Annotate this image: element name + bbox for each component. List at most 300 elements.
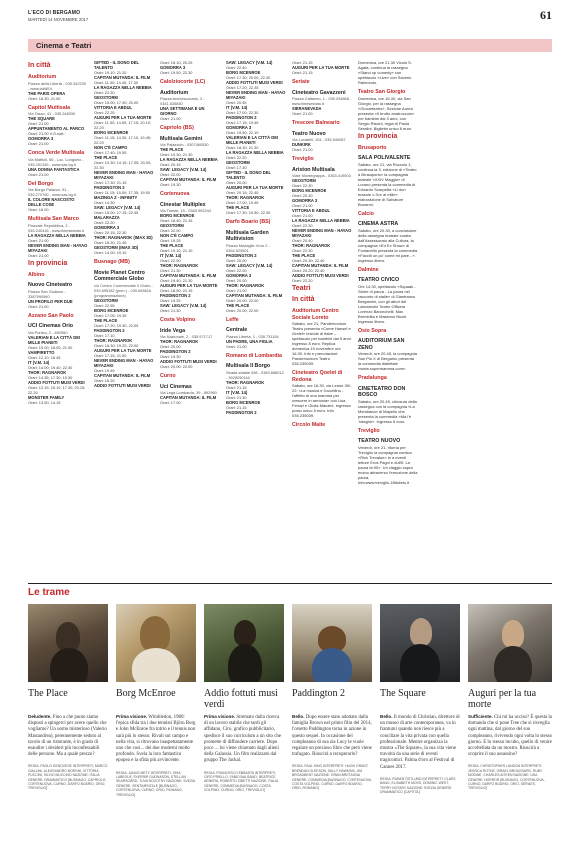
venue-address: Piazza San Giuliano - 3387990560	[28, 288, 66, 299]
cinema-name: Auditorium	[160, 89, 189, 96]
venue-address: Via Portico, 2 - 892960	[28, 329, 68, 335]
film-title: UN PADRE, UNA FIGLIA	[226, 338, 273, 344]
film-title: GIFTED - IL DONO DEL TALENTO	[94, 60, 139, 70]
showtimes: Orari: 20.30	[292, 193, 313, 198]
showtimes: Orari: 21.00	[226, 343, 247, 349]
film-title: SAW: LEGACY (V.M. 14)	[94, 205, 141, 210]
review-rating: Prima visione.	[116, 714, 148, 719]
venue-name: Teatro San Giorgio	[358, 89, 406, 95]
showtimes: Orari: 17.00	[160, 400, 181, 405]
review-text: Bello. Il mondo di Christian, direttore di un museo di arte contemporanea, va in frantumi quando non riesce più a conciliare la vita privata con quella professionale. Mentre organizza la mostra «The Square», la sua vita viene travolta da una serie di eventi tragicomici. Palma d'oro al Festival di Cannes 2017.	[380, 714, 460, 770]
venue-address: Via Trieste, 15 - 0363.992244	[160, 208, 211, 213]
cinema-name: CINEMA ASTRA	[358, 221, 399, 227]
showtimes: Orari: 11.15; 14.30; 17.10; 19.45; 22.20	[94, 135, 152, 145]
film-title: DUNKIRK	[292, 142, 311, 147]
film-title: NEVER ENDING MAN - HAYAO MIYAZAKI	[28, 242, 88, 253]
event-description: Sabato, ore 21, via Roccolo 1, continua la 3. edizione di «Teatro a Brusaporto» la compagnia teatrale «XXIV Maggio» di Lurano presenta la commedia di Edoardo Scarpetta «Li don brasole o l'ìre ai mille» elaborazione di Salvatore Bonanni.	[358, 161, 417, 207]
film-title: THOR: RAGNAROK	[226, 282, 265, 288]
showtimes: Orari: 22.20	[94, 220, 115, 225]
listings	[28, 60, 552, 560]
film-title: SAW: LEGACY (V.M. 14)	[226, 262, 273, 268]
review-title: Auguri per la tua morte	[468, 688, 537, 710]
venue-address: Viale Montegrappa - 0363.419503	[292, 173, 351, 178]
review-credits: REGIA: RUBEN ÖSTLUND INTERPRETI: CLAES BANG, ELISABETH MOSS, DOMINIC WEST, TERRY NOTARY NAZIONE: SVEZIA GENERE: DRAMMATICO [CAPITOL]	[380, 776, 456, 795]
showtimes: Orari: 19.30	[160, 182, 181, 187]
film-title: ADDIO FOTTUTI MUSI VERDI	[292, 273, 349, 278]
place-name: Capriolo (BS)	[160, 125, 194, 131]
film-still-image	[204, 604, 284, 682]
film-title: THOR: RAGNAROK	[94, 337, 133, 343]
film-title: THOR: RAGNAROK	[160, 263, 199, 268]
showtimes: Orari: 16.20	[94, 377, 115, 383]
showtimes: Orari: 20.15	[160, 162, 181, 167]
film-title: AUGURI PER LA TUA MORTE	[226, 185, 284, 190]
place-name: Brusaporto	[358, 144, 387, 151]
showtimes: Orari: 21.30	[226, 394, 247, 400]
film-title: MALARAZZA	[94, 215, 120, 220]
place-name: Pradalunga	[358, 375, 387, 381]
film-title: NEVER ENDING MAN - HAYAO MIYAZAKI	[226, 90, 286, 100]
place-name: Calcio	[358, 210, 374, 217]
film-title: UN PROFILO PER DUE	[28, 298, 73, 304]
place-name: Dalmine	[358, 266, 379, 273]
showtimes: Orari: 21.00	[292, 213, 313, 218]
film-title: IT (V.M. 14)	[160, 253, 182, 258]
showtimes: Orari: 19.30; 21.30	[160, 152, 193, 157]
showtimes: Orari: 21.00	[28, 141, 49, 146]
film-title: THE PLACE	[226, 302, 250, 308]
film-title: NON C'È CAMPO	[94, 145, 128, 150]
review-item	[468, 604, 552, 844]
film-still-image	[468, 604, 552, 682]
review-credits: REGIA: CHRISTOPHER LANDON INTERPRETI: JESSICA ROTHE, ISRAEL BROUSSARD, RUBY MODINE, CHARLES AITKEN NAZIONE: USA GENERE: HORROR [BUSNAGO, CORTENUOVA, CURNO, DARFO BOARIO, ORIO, SERIATE, TREVIGLIO]	[468, 764, 545, 791]
place-name: Cortenuova	[160, 191, 190, 197]
venue-address: c/o Centro Commerciale Il Globo - 039.695182 (pren.) - 039.695616 (programmazione)	[94, 282, 153, 298]
film-title: CAPITAN MUTANDA: IL FILM	[160, 273, 217, 278]
showtimes: Orari: 22.20	[292, 278, 313, 283]
film-title: CAPITAN MUTANDA: IL FILM	[226, 292, 283, 298]
showtimes: Orari: 20.40	[292, 238, 313, 243]
cinema-name: Ariston Multisala	[292, 166, 335, 173]
showtimes: Orari: 14.30	[94, 200, 115, 205]
film-title: THE PLACE	[226, 205, 250, 210]
place-name: Curno	[160, 373, 176, 379]
film-title: GEOSTORM	[226, 160, 250, 165]
review-credits: REGIA: PAUL KING INTERPRETI: HUGH GRANT, BRENDAN GLEESON, SALLY HAWKINS, JIM BROADBENT NAZIONE: GRAN BRETAGNA GENERE: COMMEDIA [BUSNAGO, CORTENUOVA, COSTA VOLPINO, CURNO, DARFO BOARIO, ORIO, ROMANO]	[292, 764, 372, 791]
event-description: Domenica, ore 21.30 Vicolo S. Agata, continua la rassegna «Stand up comedy» con spettacolo «Live» con Saverio Raimondo.	[358, 60, 412, 85]
page-header	[28, 8, 552, 28]
cinema-name: Nuovo Cineteatro	[28, 282, 73, 288]
showtimes: Orari: 19.30	[160, 354, 181, 359]
showtimes: Orari: 21.00	[292, 147, 313, 152]
film-title: GEOSTORM (IMAX 3D)	[94, 245, 139, 250]
place-name: Costa Volpino	[160, 317, 196, 323]
section-title: Cinema e Teatri	[36, 41, 92, 50]
film-title: GOMORRA 3	[226, 125, 252, 130]
film-title: CAPITAN MUTANDA: IL FILM	[160, 177, 217, 182]
review-rating: Sufficiente.	[468, 714, 493, 719]
showtimes: Orari: 21.00	[28, 121, 49, 126]
review-rating: Deludente.	[28, 714, 52, 719]
showtimes: Orari: 21.00	[28, 237, 49, 243]
showtimes: Orari: 20.00	[226, 257, 247, 263]
place-name: Azzano San Paolo	[28, 312, 74, 319]
film-title: CAPITAN MUTANDA: IL FILM	[94, 372, 151, 378]
venue-name: Auditorium Centro Sociale Loreto	[292, 308, 339, 321]
showtimes: Orari: 18.10; 20.25	[160, 60, 193, 65]
film-still-image	[28, 604, 108, 682]
showtimes: Orari: 15.00; 17.30; 20.00	[94, 100, 139, 105]
review-text: Prima visione. Stremato dalla ricerca di un lavoro stabile che tardi gli affidano, Ciro, grafico pubblicitario, spedisce il suo curriculum a un sito che promette di diffondere carriere. Dopo poco ... lui viene chiamato dagli alieni della Galassia. Un film realizzato dal gruppo The Jackal.	[204, 714, 282, 764]
film-title: SAW: LEGACY (V.M. 14)	[160, 303, 207, 308]
film-title: PADDINGTON 2	[160, 293, 191, 298]
section-bar	[28, 39, 552, 52]
showtimes: Orari: 21.00	[28, 252, 49, 258]
film-title: CAPITAN MUTANDA: IL FILM	[292, 263, 349, 268]
publication-name: L'ECO DI BERGAMO	[28, 10, 81, 16]
venue-name: Del Borgo	[28, 180, 54, 187]
venue-name: Circolo Maite	[292, 422, 326, 428]
review-text: Sufficiente. Chi mi ha ucciso? È questa la domanda che si pone Tree che si risveglia ogni mattina, dal giorno del suo compleanno, rivivendo ogni volta lo stesso giorno. E lo stesso incubo, quello di venire accoltellata da un mostro. Riuscirà a scoprire il suo assassino?	[468, 714, 552, 758]
showtimes: Orari: 20.00	[226, 180, 247, 185]
cinema-name: Movie Planet Centro Commerciale Globo	[94, 269, 145, 282]
cinema-name: SALA POLIVALENTE	[358, 155, 411, 161]
showtimes: Orari: 20.15; 22.30	[94, 230, 127, 235]
showtimes: Orari: 22.30	[292, 183, 313, 188]
showtimes: Orari: 17.30; 19.50; 22.30	[226, 210, 271, 215]
film-title: AUGURI PER LA TUA MORTE	[292, 65, 350, 70]
film-title: CAPITAN MUTANDA: IL FILM	[160, 395, 217, 400]
venue-address: Strada statale 498 - 0363.688012 - 3928250116	[226, 369, 284, 380]
listing-column	[160, 60, 220, 560]
review-rating: Bello.	[380, 714, 393, 719]
venue-address: Via Palazzolo - 0307460530	[160, 142, 209, 147]
film-title: IT (V.M. 14)	[226, 105, 248, 110]
showtimes: Orari: 20.00; 22.00	[160, 364, 193, 369]
listing-column	[490, 60, 552, 560]
showtimes: Orari: 21.30	[160, 268, 181, 273]
showtimes: Orari: 22.00	[160, 172, 181, 177]
showtimes: Orari: 19.40; 21.30	[160, 278, 193, 283]
showtimes: Orari: 22.30	[292, 223, 313, 228]
venue-address: Piazza Medaglie d'oro 2 - 0364.529501	[226, 242, 270, 253]
place-name: Darfo Boario (BS)	[226, 219, 271, 225]
film-title: VITTORIA E ABDUL	[292, 208, 331, 213]
place-name: Romano di Lombardia	[226, 352, 282, 359]
showtimes: Orari: 20.30; 22.40	[292, 258, 325, 263]
showtimes: Orari: 21.00	[160, 116, 181, 121]
place-name: Busnago (MB)	[94, 259, 130, 265]
showtimes: Orari: 14.00; 19.40; 22.40	[28, 364, 73, 370]
showtimes: Orari: 11.50; 14.50; 17.15; 20.10; 22.20	[94, 120, 152, 130]
film-title: LA RAGAZZA NELLA NEBBIA	[292, 218, 350, 223]
showtimes: Orari: 18.30; 21.00	[28, 95, 61, 101]
showtimes: Orari: 20.00	[226, 277, 247, 283]
film-title: THE SQUARE	[28, 116, 55, 121]
place-name: Treviglio	[292, 156, 314, 162]
showtimes: Orari: 19.50; 22.10	[226, 130, 259, 135]
film-title: GEOSTORM	[160, 223, 184, 228]
film-title: ADDIO FOTTUTI MUSI VERDI	[160, 359, 217, 364]
listing-column	[226, 60, 286, 560]
review-title: Addio fottuti musi verdi	[204, 688, 278, 710]
film-title: THE PLACE	[94, 155, 118, 160]
trame-title: Le trame	[28, 587, 70, 598]
showtimes: Orari: 16.30; 21.45	[94, 240, 127, 245]
place-name: Osio Sopra	[358, 327, 387, 334]
film-title: IT (V.M. 14)	[28, 359, 50, 365]
film-title: BORG MCENROE	[160, 213, 195, 218]
film-title: BORG MCENROE	[94, 130, 129, 135]
showtimes: Orari: 19.10; 21.20	[94, 70, 127, 75]
showtimes: Orari: 22.30	[94, 90, 115, 95]
showtimes: Orari: 14.35; 17.30; 19.30	[28, 374, 73, 380]
showtimes: Orari: 14.00; 19.10	[94, 250, 127, 255]
showtimes: Orari: 21.15	[292, 60, 313, 65]
venue-address: Via Borgo Palazzo, 51 - 035.270760 - www.sas.bg.it	[28, 187, 76, 197]
cinema-name: Iride Vega	[160, 327, 186, 334]
film-title: ADDIO FOTTUTI MUSI VERDI	[28, 379, 85, 385]
cinema-name: Multisala Il Borgo	[226, 363, 271, 369]
event-description: Venerdì, ore 20.45, la compagnia San Pio X di Bergamo presenta la commedia dialettale «www.supermamma.com».	[358, 351, 417, 371]
cinema-name: UCI Cinemas Orio	[28, 323, 74, 329]
showtimes: Orari: 17.15; 21.50	[94, 352, 127, 358]
review-credits: REGIA: JANUS METZ INTERPRETI: SHIA LABEOUF, SVERRIR GUDNASON, STELLAN SKARSGÅRD, TUVA NOVOTNY NAZIONE: SVEZIA GENERE: SENTIMENTALE [BUSNAGO, CORTENUOVA, CURNO, ORIO, ROMANO, TREVIGLIO]	[116, 770, 196, 797]
venue-address: Via Nazionale, 2 - 035.971717	[160, 334, 213, 339]
showtimes: Orari: 21.00	[28, 303, 49, 309]
cinema-name: Multisala Gemini	[160, 135, 203, 142]
review-title: Borg McEnroe	[116, 688, 176, 699]
review-text: Deludente. Fino a che punto siamo disposti a spingerci per avere quello che vogliamo? Un uomo misterioso (Valerio Mastandrea), perennemente seduto al tavolo di un ristorante, è in grado di esaudire i desideri più inconfessabili delle persone. Ma a quale prezzo?	[28, 714, 107, 758]
event-description: Ore 14.30, spettacolo «Squaak - Storie di paura - La paura nel racconto di stalle» di Gianfranco Bergamini, con gli attori del Laboratorio Teatro Officina Lorenzo Baronchelli. Max Brembilla e Massimo Nicoli. Ingresso libero.	[358, 283, 416, 324]
film-title: LA RAGAZZA NELLA NEBBIA	[94, 85, 152, 90]
showtimes: Orari: 17.00; 19.45	[226, 200, 259, 205]
place-name: Trescore Balneario	[292, 120, 340, 126]
film-title: THOR: RAGNAROK	[226, 379, 265, 385]
review-item	[292, 604, 372, 844]
review-rating: Prima visione.	[204, 714, 236, 719]
film-title: THE PLACE	[94, 317, 118, 323]
reviews	[28, 604, 552, 844]
showtimes: Orari: 22.00	[160, 258, 181, 263]
film-still-image	[380, 604, 460, 682]
venue-name: Auditorium	[28, 74, 57, 80]
showtimes: Orari: 19.10; 21.10	[160, 248, 193, 253]
listing-column	[358, 60, 418, 560]
film-title: GEOSTORM	[94, 297, 118, 303]
film-title: IT (V.M. 14)	[226, 389, 248, 395]
film-title: LA RAGAZZA NELLA NEBBIA	[28, 232, 86, 238]
film-title: NEVER ENDING MAN - HAYAO MIYAZAKI	[292, 228, 352, 238]
film-title: PADDINGTON 2	[94, 327, 125, 333]
venue-name: Capitol Multisala	[28, 104, 71, 111]
showtimes: Orari: 20.20; 22.40	[292, 268, 325, 273]
review-text: Prima visione. Wimbledon, 1980: l'epica sfida tra i due tennisti Björn Borg e John McEnroe fra intrio e il tennis non sarà più lo stesso. Rivali sul campo e nella vita, si ritrovano inaspettatamente uno che cosi... dei due moderni molto profondo. Svela la loro fantastica epopea e la sfida più avvincente.	[116, 714, 196, 764]
showtimes: Orari: 22.40	[226, 65, 247, 70]
venue-address: Via Lega Lombarda, 39 - 892960	[160, 390, 217, 395]
film-title: UNA DONNA FANTASTICA	[28, 166, 80, 172]
showtimes: Orari: 12.10; 16.45	[28, 354, 61, 360]
listing-heading: In provincia	[28, 259, 68, 267]
venue-address: Via Locatelli, 104 - 035.940087	[292, 137, 346, 142]
venue-name: Multisala San Marco	[28, 216, 79, 222]
showtimes: Orari: 11.15; 15.00; 17.35; 19.50	[94, 190, 150, 195]
cinema-name: TEATRO NUOVO	[358, 438, 401, 444]
film-title: NEVER ENDING MAN - HAYAO MIYAZAKI	[94, 357, 154, 368]
showtimes: Orari: 17.30; 21.15	[94, 180, 127, 185]
cinema-name: CINETEATRO DON BOSCO	[358, 385, 406, 398]
showtimes: Orari: 17.10	[94, 332, 115, 338]
showtimes: Orari: 18.50; 21.15	[160, 288, 193, 293]
showtimes: Orari: 19.25	[160, 298, 181, 303]
event-description: Sabato, ore 16.30, via Leone XIII, 22: «La musica e l'uccellino - l'affetto di una mamma per crescere in armonia» con Lisa Ferrari e Giulia Manzini. Ingresso posto unico 5 euro. Info 035.235039.	[292, 383, 352, 418]
showtimes: Orari: 11.30; 14.40; 17.30	[94, 80, 139, 85]
film-title: AUGURI PER LA TUA MORTE	[160, 283, 218, 288]
film-title: BORG MCENROE	[94, 307, 129, 313]
film-title: VAMPIRETTO	[28, 349, 55, 355]
showtimes: Orari: 17.05; 19.35	[94, 312, 127, 318]
film-title: UNA SETTIMANA E UN GIORNO	[160, 106, 205, 116]
venue-address: Piazza della Libertà - 035.342239 - www.lab80.it	[28, 80, 86, 91]
review-title: The Square	[380, 688, 426, 699]
venue-address: Via Tasso, 41 - 035.248330	[28, 111, 76, 116]
showtimes: Orari: 22.25	[94, 110, 115, 115]
showtimes: Orari: 20.15; 22.45	[226, 190, 259, 195]
review-title: Paddington 2	[292, 688, 346, 699]
publication-date: MARTEDÌ 14 NOVEMBRE 2017	[28, 17, 89, 22]
review-item	[380, 604, 460, 844]
film-title: LA RAGAZZA NELLA NEBBIA	[226, 150, 284, 155]
showtimes: Orari: 19.50; 22.30	[160, 70, 193, 75]
review-credits: REGIA: FRANCESCO EBBASTA INTERPRETI: CIRO PRIELLO, FABIO BALSAMO, BEATRICE ARNERA, ROBERTO ZIBETTI NAZIONE: ITALIA GENERE: COMMEDIA [BUSNAGO, COSTA VOLPINO, CURNO, ORIO, TREVIGLIO]	[204, 770, 279, 793]
film-title: GIFTED - IL DONO DEL TALENTO	[226, 170, 271, 180]
film-title: THE PLACE	[160, 147, 184, 152]
film-title: THE PLACE	[160, 243, 184, 248]
showtimes: Orari: 19.25	[160, 238, 181, 243]
film-title: ADDIO FOTTUTI MUSI VERDI	[226, 80, 283, 85]
film-title: GOMORRA 3	[292, 198, 318, 203]
showtimes: Orari: 19.45	[94, 367, 115, 373]
film-title: THE PLACE	[292, 253, 316, 258]
showtimes: Orari: 20.00; 22.00	[226, 297, 259, 303]
film-title: SAW: LEGACY (V.M. 14)	[160, 167, 207, 172]
place-name: Calolziocorte (LC)	[160, 79, 206, 85]
film-title: PADDINGTON 2	[226, 409, 257, 415]
showtimes: Orari: 21.15	[292, 70, 313, 75]
showtimes: Orari: 22.55	[94, 302, 115, 308]
cinema-name: Teatro Nuovo	[292, 130, 326, 137]
review-item	[28, 604, 108, 844]
film-title: GOMORRA 3	[94, 225, 120, 230]
film-title: SIERANEVADA	[292, 106, 322, 111]
film-title: GOMORRA 3	[28, 136, 54, 141]
listing-heading: Teatri	[292, 285, 311, 292]
section-divider	[28, 583, 552, 584]
film-title: BORG MCENROE	[226, 70, 261, 75]
review-title: The Place	[28, 688, 68, 699]
listing-column	[28, 60, 88, 560]
event-description: Domenica, ore 16.30, via San Giorgio, per la rassegna «Giocarteatro», Sezione Aurea presenta «Il brutto anatroccolo» per bambini dai 3 anni, con Sergio Riscini, regia di Paola Serafini. Biglietto unico 6 euro.	[358, 95, 415, 131]
listing-heading: In città	[292, 296, 315, 303]
review-item	[204, 604, 284, 844]
venue-address: Piazza Cattaneo, 1 - 035.294868 - www.ilmesestato.it	[292, 96, 352, 106]
showtimes: Orari: 12.15; 15.10; 17.30; 20.15; 22.30	[28, 384, 86, 395]
film-title: GOMORRA 3	[160, 65, 186, 70]
event-description: Sabato, ore 20.30, a conclusione della rassegna teatrale curata dall'Assessorato alla Cultura, la compagnia «Ed Ex Show» di Fontanella presenta la commedia «Facciti un po' come mi pare...». Ingresso libero.	[358, 227, 418, 263]
showtimes: Orari: 10.30; 14.15; 17.05; 20.00; 22.30	[94, 160, 152, 170]
film-title: VALERIAN E LA CITTÀ DEI MILLE PIANETI	[28, 334, 81, 345]
showtimes: Orari: 22.20	[226, 155, 247, 160]
showtimes: Orari: 17.20; 19.30; 22.05	[94, 322, 139, 328]
place-name: Leffe	[226, 316, 239, 323]
place-name: Albino	[28, 271, 45, 278]
film-still-image	[292, 604, 372, 682]
showtimes: Orari: 17.30; 20.00; 22.30	[226, 75, 271, 80]
showtimes: Orari: 16.00	[28, 207, 49, 212]
showtimes: Orari: 17.30	[226, 165, 247, 170]
listing-column	[94, 60, 154, 560]
film-title: THOR: RAGNAROK	[28, 369, 67, 375]
film-title: VITTORIA E ABDUL	[94, 105, 133, 110]
event-description: Sabato, ore 20.45, chiusura della rassegna con la compagnia «La Meridiana» di Mapello che presenta la commedia «Ma l'è 'ndaghe». Ingresso 6 euro.	[358, 398, 417, 424]
venue-address: Piazza Arcivescovado, 3 - 0341.635830	[160, 96, 205, 106]
place-name: Seriate	[292, 79, 310, 85]
film-still-image	[116, 604, 196, 682]
venue-name: Conca Verde Multisala	[28, 150, 85, 156]
film-title: MAZINGA Z - INFINITY	[94, 195, 138, 200]
venue-name: Cineteatro Qoelet di Redona	[292, 370, 343, 383]
cinema-name: Cineteatro Gavazzeni	[292, 89, 346, 96]
film-title: BORG MCENROE	[226, 399, 261, 405]
showtimes: Orari: 22.30	[292, 248, 313, 253]
showtimes: Orari: 18.30; 21.30	[226, 145, 259, 150]
film-title: NON C'È CAMPO	[160, 233, 194, 238]
film-title: PADDINGTON 2	[226, 115, 257, 120]
showtimes: Orari: 18.40; 21.15	[160, 218, 193, 223]
listing-column	[292, 60, 352, 560]
showtimes: Orari: 21.15	[226, 404, 247, 410]
cinema-name: Uci Cinemas	[160, 383, 192, 390]
review-text: Bello. Dopo essere stato adottato dalla famiglia Brown nel primo film del 2014, l'orsetto Paddington torna in azione in questo sequel. In occasione del compleanno di sua zia Lucy le vuole regalare un prezioso libro che però viene trafugato. Riuscirà a recuperarlo?	[292, 714, 372, 758]
film-title: BORG MCENROE	[292, 188, 327, 193]
film-title: PADDINGTON 2	[94, 185, 125, 190]
film-title: THOR: RAGNAROK	[160, 339, 199, 344]
review-credits: REGIA: PAOLO GENOVESE INTERPRETI: MARCO GIALLINI, ALESSANDRO BORGHI, VITTORIA PUCCINI, SILVIO MUCCINO NAZIONE: ITALIA GENERE: DRAMMATICO [BUSNAGO, CAPRIOLO, CORTENUOVA, CURNO, DARFO BOARIO, ORIO, TREVIGLIO]	[28, 764, 108, 791]
place-name: Treviglio	[358, 427, 380, 434]
film-title: PADDINGTON 2	[226, 252, 257, 258]
showtimes: Orari: 21.15	[226, 384, 247, 390]
showtimes: Orari: 17.40; 19.55	[94, 150, 127, 155]
listing-heading: In provincia	[358, 132, 398, 140]
cinema-name: Multisala Garden Multivision	[226, 229, 269, 242]
showtimes: Orari: 20.45	[226, 100, 247, 105]
film-title: VALERIAN E LA CITTÀ DEI MILLE PIANETI	[226, 135, 279, 145]
film-title: GEOSTORM	[292, 178, 316, 183]
film-title: APPUNTAMENTO AL PARCO	[28, 126, 85, 131]
film-title: GOMORRA 3	[226, 272, 252, 278]
showtimes: Orari: 20.00; 22.00	[226, 307, 259, 313]
cinema-name: AUDITORIUM SAN ZENO	[358, 338, 405, 351]
review-item	[116, 604, 196, 844]
showtimes: Orari: 15.00; 17.15; 22.45	[94, 210, 139, 215]
showtimes: Orari: 21.00	[292, 203, 313, 208]
event-description: Venerdì, ore 21, ritorna per Treviglio la compagnia comica «Rick Trevalue» in a eventi lettore Eros Pagni e dull'Il: La paura fa 90». Un viaggio sopra moino attraverso l'emozione della paura. Info:www.treviglio.18tickets.it	[358, 444, 418, 485]
film-title: LA RAGAZZA NELLA NEBBIA	[160, 157, 218, 162]
film-title: THE PARIS OPERA	[28, 90, 66, 96]
showtimes: Orari: 17.15; 19.45	[226, 120, 259, 125]
showtimes: Orari: 21.00	[292, 111, 313, 116]
film-title: ADDIO FOTTUTI MUSI VERDI	[94, 382, 151, 388]
